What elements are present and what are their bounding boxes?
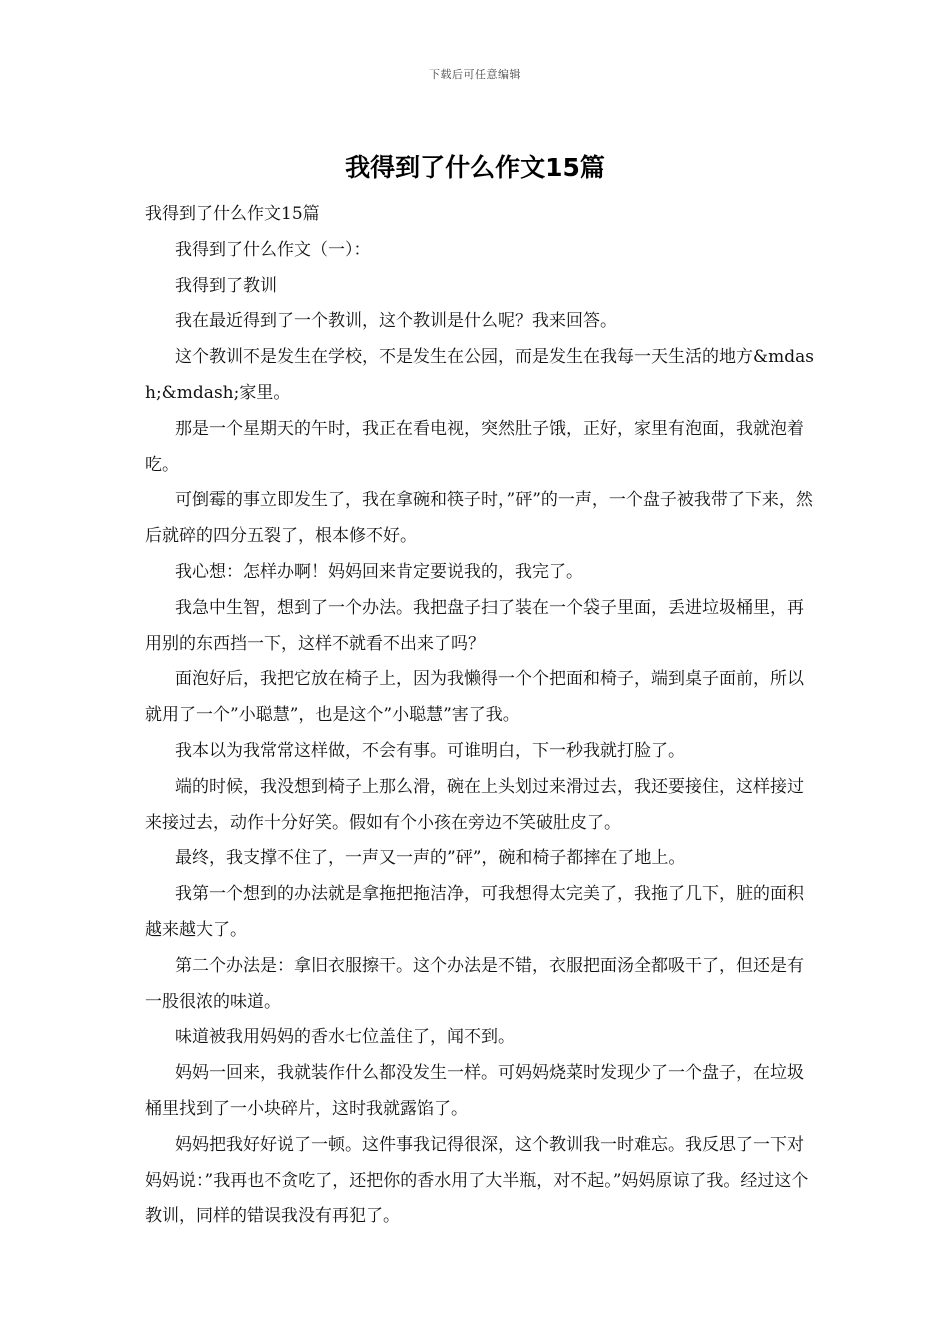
paragraph: 我本以为我常常这样做，不会有事。可谁明白，下一秒我就打脸了。 xyxy=(175,740,685,761)
paragraph: 妈妈把我好好说了一顿。这件事我记得很深，这个教训我一时难忘。我反思了一下对妈妈说：”我再也不贪吃了，还把你的香水用了大半瓶，对不起。”妈妈原谅了我。经过这个教训，同样的错误我没有再犯了。 xyxy=(145,1134,809,1227)
paragraph: 面泡好后，我把它放在椅子上，因为我懒得一个个把面和椅子，端到桌子面前，所以就用了一个”小聪慧”，也是这个”小聪慧”害了我。 xyxy=(145,669,804,726)
paragraph: 可倒霉的事立即发生了，我在拿碗和筷子时，”砰”的一声，一个盘子被我带了下来，然后就碎的四分五裂了，根本修不好。 xyxy=(145,490,813,547)
document-title: 我得到了什么作文15篇 xyxy=(345,153,605,182)
paragraph: 第二个办法是：拿旧衣服擦干。这个办法是不错，衣服把面汤全都吸干了，但还是有一股很浓的味道。 xyxy=(145,955,804,1012)
paragraph: 我得到了什么作文15篇 xyxy=(145,204,320,224)
paragraph: 味道被我用妈妈的香水七位盖住了，闻不到。 xyxy=(175,1027,515,1048)
paragraph: 我第一个想到的办法就是拿拖把拖洁净，可我想得太完美了，我拖了几下，脏的面积越来越大了。 xyxy=(145,884,804,940)
paragraph: 我得到了什么作文（一）： xyxy=(175,239,371,260)
paragraph: 那是一个星期天的午时，我正在看电视，突然肚子饿，正好，家里有泡面，我就泡着吃。 xyxy=(145,418,804,475)
paragraph: 我得到了教训 xyxy=(175,275,277,296)
paragraph: 最终，我支撑不住了，一声又一声的”砰”，碗和椅子都摔在了地上。 xyxy=(175,848,686,869)
paragraph: 这个教训不是发生在学校，不是发生在公园，而是发生在我每一天生活的地方&mdash;&mdash;家里。 xyxy=(145,347,814,403)
paragraph: 妈妈一回来，我就装作什么都没发生一样。可妈妈烧菜时发现少了一个盘子，在垃圾桶里找到了一小块碎片，这时我就露馅了。 xyxy=(145,1063,804,1119)
paragraph: 我心想：怎样办啊！妈妈回来肯定要说我的，我完了。 xyxy=(175,561,583,582)
paragraph: 我在最近得到了一个教训，这个教训是什么呢？我来回答。 xyxy=(175,311,617,332)
page-header-note: 下载后可任意编辑 xyxy=(429,68,521,81)
paragraph: 端的时候，我没想到椅子上那么滑，碗在上头划过来滑过去，我还要接住，这样接过来接过去，动作十分好笑。假如有个小孩在旁边不笑破肚皮了。 xyxy=(145,776,804,833)
document-body xyxy=(145,197,820,1235)
paragraph: 我急中生智，想到了一个办法。我把盘子扫了装在一个袋子里面，丢进垃圾桶里，再用别的东西挡一下，这样不就看不出来了吗？ xyxy=(145,597,804,654)
